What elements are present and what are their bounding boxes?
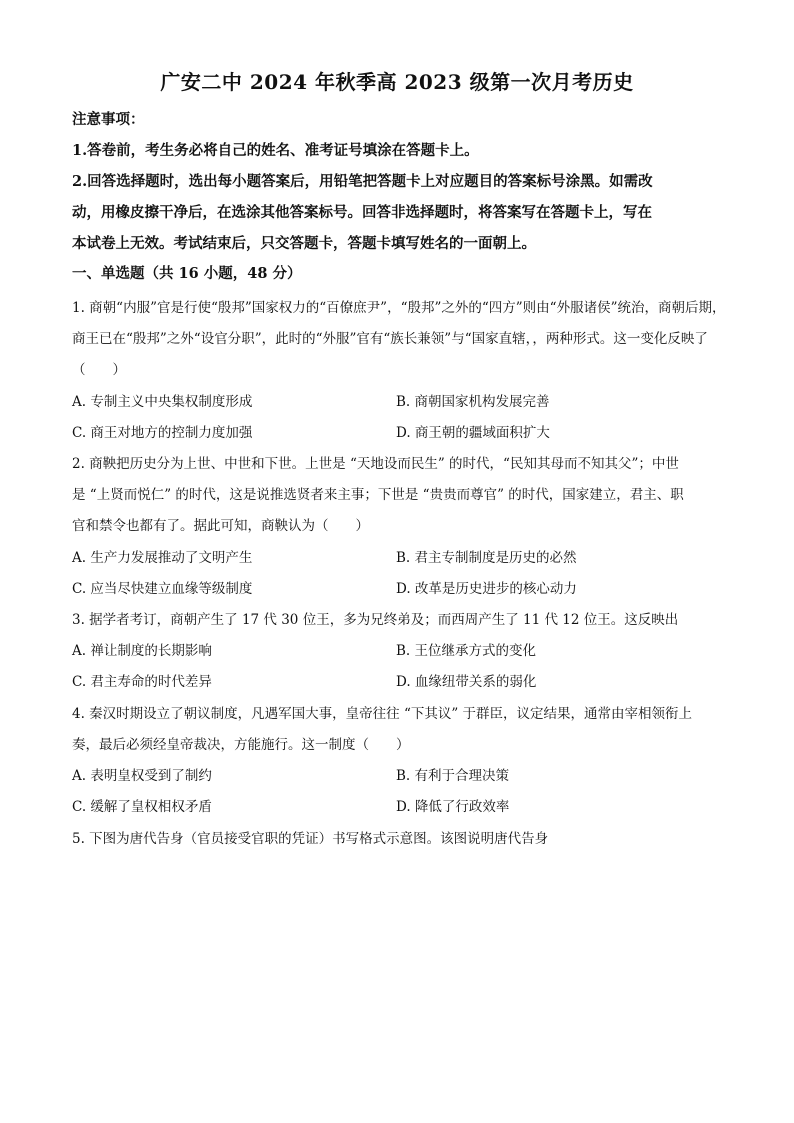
- question-3-option-c: C. 君主寿命的时代差异: [72, 674, 212, 690]
- question-2-line-2: 是 “上贤而悦仁” 的时代，这是说推选贤者来主事；下世是 “贵贵而尊官” 的时代，国家建立，君主、职: [72, 487, 684, 503]
- question-2-option-c: C. 应当尽快建立血缘等级制度: [72, 581, 253, 597]
- notice-item-2-line-2: 动，用橡皮擦干净后，在选涂其他答案标号。回答非选择题时，将答案写在答题卡上，写在: [72, 204, 652, 221]
- question-4-line-2: 奏，最后必须经皇帝裁决，方能施行。这一制度（ ）: [72, 737, 410, 753]
- question-5-line-1: 5. 下图为唐代告身（官员接受官职的凭证）书写格式示意图。该图说明唐代告身: [72, 831, 549, 847]
- question-2-option-b: B. 君主专制制度是历史的必然: [396, 550, 577, 566]
- question-4-line-1: 4. 秦汉时期设立了朝议制度，凡遇军国大事，皇帝往往 “下其议” 于群臣，议定结果，通常由宰相领衔上: [72, 706, 693, 722]
- question-1-option-b: B. 商朝国家机构发展完善: [396, 394, 550, 410]
- question-2-option-d: D. 改革是历史进步的核心动力: [396, 581, 577, 597]
- question-1-line-2: 商王已在“殷邦”之外“设官分职”，此时的“外服”官有“族长兼领”与“国家直辖，，两种形式。这一变化反映了: [72, 331, 708, 347]
- question-2-line-3: 官和禁令也都有了。据此可知，商鞅认为（ ）: [72, 518, 369, 534]
- question-3-line-1: 3. 据学者考订，商朝产生了 17 代 30 位王，多为兄终弟及；而西周产生了 11 代 12 位王。这反映出: [72, 612, 679, 628]
- notice-item-2-line-1: 2.回答选择题时，选出每小题答案后，用铅笔把答题卡上对应题目的答案标号涂黑。如需改: [72, 173, 653, 190]
- question-4-option-a: A. 表明皇权受到了制约: [72, 768, 212, 784]
- question-4-option-b: B. 有利于合理决策: [396, 768, 510, 784]
- question-1-line-3: （ ）: [72, 362, 126, 378]
- notice-heading: 注意事项：: [72, 111, 145, 128]
- question-3-option-b: B. 王位继承方式的变化: [396, 643, 537, 659]
- question-1-line-1: 1. 商朝“内服”官是行使“殷邦”国家权力的“百僚庶尹”，“殷邦”之外的“四方”则由“外服诸侯”统治，商朝后期，: [72, 300, 726, 316]
- question-3-option-d: D. 血缘纽带关系的弱化: [396, 674, 537, 690]
- question-2-line-1: 2. 商鞅把历史分为上世、中世和下世。上世是 “天地设而民生” 的时代，“民知其母而不知其父”；中世: [72, 456, 679, 472]
- page-title: 广安二中 2024 年秋季高 2023 级第一次月考历史: [160, 70, 634, 94]
- question-4-option-c: C. 缓解了皇权相权矛盾: [72, 799, 212, 815]
- notice-item-2-line-3: 本试卷上无效。考试结束后，只交答题卡，答题卡填写姓名的一面朝上。: [72, 235, 536, 252]
- section-heading: 一、单选题（共 16 小题，48 分）: [72, 265, 302, 282]
- question-4-option-d: D. 降低了行政效率: [396, 799, 510, 815]
- question-2-option-a: A. 生产力发展推动了文明产生: [72, 550, 253, 566]
- question-1-option-d: D. 商王朝的疆域面积扩大: [396, 425, 550, 441]
- question-1-option-a: A. 专制主义中央集权制度形成: [72, 394, 253, 410]
- question-3-option-a: A. 禅让制度的长期影响: [72, 643, 212, 659]
- question-1-option-c: C. 商王对地方的控制力度加强: [72, 425, 253, 441]
- notice-item-1: 1.答卷前，考生务必将自己的姓名、准考证号填涂在答题卡上。: [72, 142, 479, 159]
